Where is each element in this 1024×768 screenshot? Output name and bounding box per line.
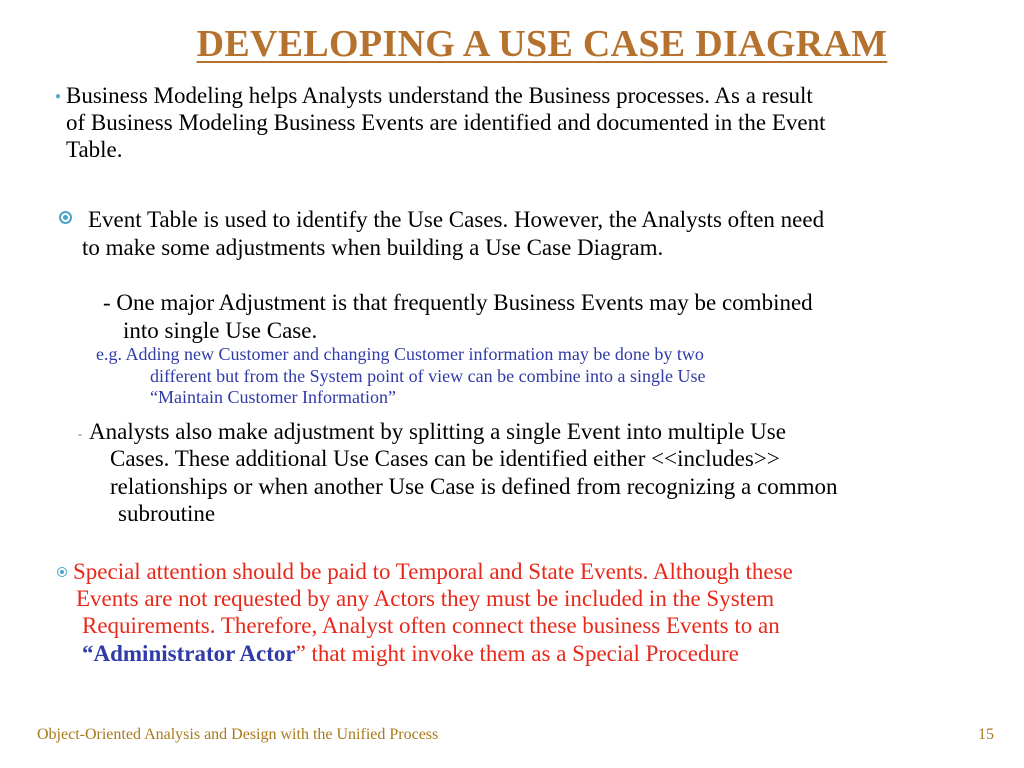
para1-line-1: Business Modeling helps Analysts understand the Business processes. As a result (66, 83, 813, 108)
footer-course-title: Object-Oriented Analysis and Design with the Unified Process (37, 726, 439, 743)
sub2-line-2: Cases. These additional Use Cases can be identified either <<includes>> (110, 446, 780, 471)
sub2-line-1: Analysts also make adjustment by splitting a single Event into multiple Use (89, 419, 786, 444)
sub2-line-4: subroutine (118, 501, 216, 526)
slide-title: DEVELOPING A USE CASE DIAGRAM (196, 23, 888, 65)
open-quote: “ (82, 641, 94, 666)
small-circle-bullet-icon: ● (55, 91, 62, 102)
para3-line-3: Requirements. Therefore, Analyst often connect these business Events to an (82, 613, 780, 638)
para2-line-1: Event Table is used to identify the Use Cases. However, the Analysts often need (88, 207, 825, 232)
sub2-dash: - (78, 427, 82, 441)
para3-line-1: Special attention should be paid to Temporal and State Events. Although these (73, 559, 793, 584)
sub1-line-1: - One major Adjustment is that frequently Business Events may be combined (103, 290, 813, 315)
para1-line-2: of Business Modeling Business Events are identified and documented in the Event (66, 110, 826, 135)
administrator-actor-emphasis: Administrator Actor (93, 641, 296, 666)
example-line-3: “Maintain Customer Information” (150, 387, 396, 407)
example-line-2: different but from the System point of view can be combine into a single Use (150, 366, 706, 386)
sub2-line-3: relationships or when another Use Case is defined from recognizing a common (110, 474, 838, 499)
para3-line-4 (82, 642, 739, 665)
example-line-1: e.g. Adding new Customer and changing Customer information may be done by two (96, 344, 704, 364)
page-number: 15 (978, 726, 994, 743)
para3-line-2: Events are not requested by any Actors they must be included in the System (76, 586, 775, 611)
para2-line-2: to make some adjustments when building a Use Case Diagram. (82, 235, 664, 260)
para1-line-3: Table. (66, 137, 123, 162)
ring-bullet-icon (57, 567, 67, 577)
para3-line-4-rest: ” that might invoke them as a Special Procedure (295, 641, 739, 666)
sub1-line-2: into single Use Case. (123, 318, 318, 343)
ring-bullet-icon (59, 211, 72, 224)
